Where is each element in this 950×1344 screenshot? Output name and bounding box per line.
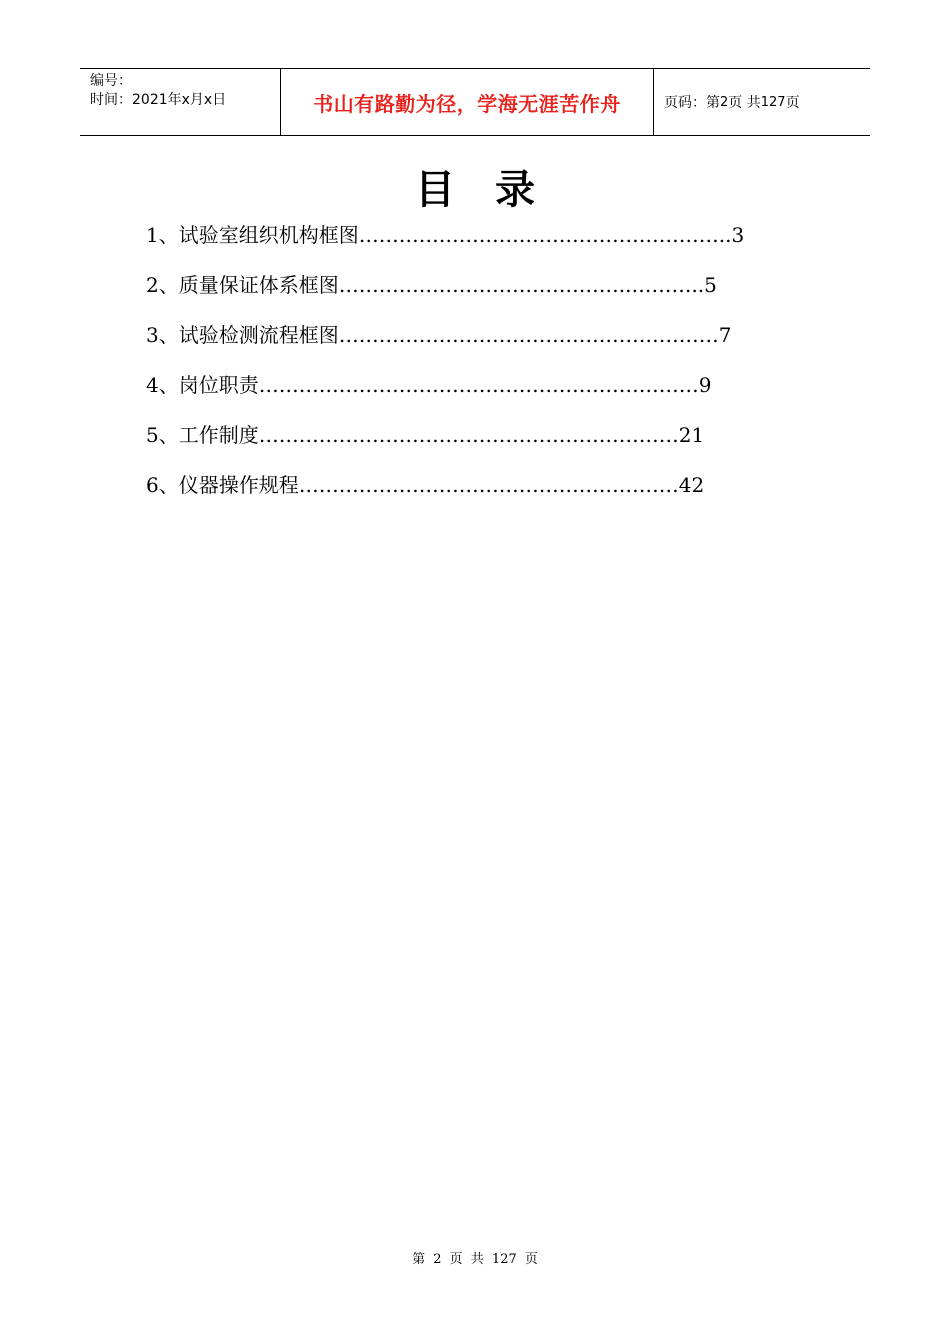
toc-item-label: 2、质量保证体系框图	[146, 273, 339, 297]
toc-item[interactable]	[146, 470, 786, 520]
header-page-info	[654, 69, 870, 135]
toc-item[interactable]	[146, 370, 786, 420]
toc-item[interactable]	[146, 320, 786, 370]
time-label: 时间：2021年x月x日	[90, 92, 227, 108]
toc-item-leader: …………………………………………………7	[338, 323, 732, 347]
toc-item-label: 4、岗位职责	[146, 373, 259, 397]
page-title: 目录	[415, 166, 575, 213]
header-meta	[80, 69, 281, 135]
toc-item-leader: …………………………………………………………9	[258, 373, 712, 397]
toc-item-leader: …………………………………………………42	[298, 473, 705, 497]
page-header	[80, 68, 870, 136]
page-footer: 第 2 页 共 127 页	[412, 1252, 538, 1267]
toc-item[interactable]	[146, 420, 786, 470]
page-current: 2	[720, 94, 729, 110]
toc-item-leader: ……………………………………..………..5	[338, 273, 717, 297]
toc-item[interactable]	[146, 220, 786, 270]
header-motto	[281, 69, 654, 135]
toc-item-label: 5、工作制度	[146, 423, 259, 447]
toc-item-label: 6、仪器操作规程	[146, 473, 299, 497]
table-of-contents	[146, 220, 786, 520]
toc-item-label: 1、试验室组织机构框图	[146, 223, 359, 247]
toc-item-leader: ………………………………………………..3	[358, 223, 745, 247]
page-mid: 页 共	[728, 95, 761, 111]
toc-item[interactable]	[146, 270, 786, 320]
page-total: 127	[760, 94, 786, 110]
number-label: 编号：	[90, 73, 132, 89]
motto-text: 书山有路勤为径，学海无涯苦作舟	[313, 91, 621, 116]
page-suffix: 页	[785, 95, 800, 111]
page-prefix: 页码：第	[664, 95, 720, 111]
toc-item-leader: ………………………………………………………21	[258, 423, 705, 447]
toc-item-label: 3、试验检测流程框图	[146, 323, 339, 347]
